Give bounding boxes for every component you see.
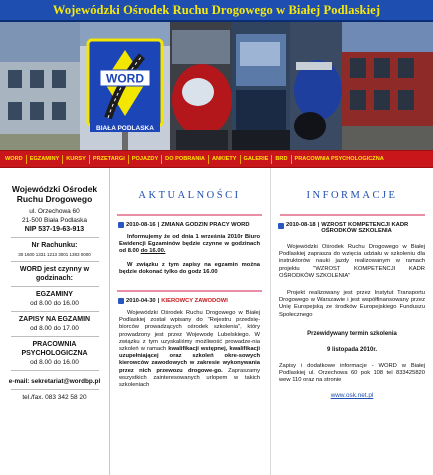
info-title-link[interactable]: WZROST KOMPETENCJI KADR OŚRODKÓW SZKOLENIA — [321, 222, 409, 234]
news-date: 2010-08-16 — [126, 222, 156, 228]
nav-item-do-pobrania[interactable]: DO POBRANIA — [165, 156, 205, 162]
org-line-1: Wojewódzki Ośrodek — [11, 184, 98, 194]
email-link[interactable]: e-mail: sekretariat@wordbp.pl — [8, 378, 101, 385]
bullet-icon — [278, 223, 284, 229]
nav-separator — [271, 155, 272, 164]
nav-item-przetargi[interactable]: PRZETARGI — [92, 156, 125, 162]
nav-item-brd[interactable]: BRD — [275, 156, 288, 162]
planned-term-title: Przewidywany termin szkolenia — [307, 330, 397, 337]
sidebar-divider — [11, 237, 99, 238]
site-header — [0, 0, 433, 22]
news-text-bold: kwalifikacji wstępnej, kwalifikacji uzupełniającej oraz szkoleń okre-sowych kierowców zawodowych w zakresie wykonywania przez nich przewozu drogowe-go. — [119, 346, 260, 374]
info-paragraph-2: Projekt realizowany jest przez Instytut Transportu Drogowego w Warszawie i jest współfinansowany przez Unię Europejską ze środków Europejskiego Funduszu Społecznego — [279, 290, 425, 318]
sidebar-divider — [11, 336, 99, 337]
nav-item-pracownia[interactable]: PRACOWNIA PSYCHOLOGICZNA — [294, 156, 384, 162]
news-item-header — [118, 298, 268, 304]
nav-item-kursy[interactable]: KURSY — [66, 156, 86, 162]
info-paragraph-3: Zapisy i dodatkowe informacje - WORD w Białej Podlaskiej ul. Orzechowa 60 pok 108 tel 833425820 wew 110 oraz na stronie — [279, 362, 425, 384]
sidebar-divider — [11, 389, 99, 390]
account-label: Nr Rachunku: — [31, 242, 78, 249]
info-date: 2010-08-18 — [286, 222, 316, 228]
news-title-link[interactable]: KIEROWCY ZAWODOWI — [161, 298, 228, 305]
nav-item-word[interactable]: WORD — [5, 156, 23, 162]
nav-item-egzaminy[interactable]: EGZAMINY — [29, 156, 60, 162]
nav-separator — [240, 155, 241, 164]
logo-word-text: WORD — [106, 71, 144, 86]
nav-separator — [161, 155, 162, 164]
nav-separator — [208, 155, 209, 164]
news-text-part: Wojewódzki Ośrodek Ruchu Drogowego w Białej Podlaskiej został wpisany do "Rejestru przedsię-biorców prowadzących ośrodek szkolenia", który prowadzony jest przez Wojewodę Lubelskiego. W związku z tym uzyskaliśmy możliwość prowadze-nia szkoleń w ramach — [119, 310, 260, 353]
sidebar-divider — [11, 370, 99, 371]
news-item-text — [119, 234, 260, 256]
banner-photos — [0, 22, 433, 150]
phone-fax: tel./fax. 083 342 58 20 — [22, 394, 87, 401]
news-item-text-2 — [119, 262, 260, 276]
org-line-2: Ruchu Drogowego — [16, 194, 93, 204]
bullet-icon — [118, 298, 124, 304]
nip-number: NIP 537-19-63-913 — [24, 226, 85, 233]
nav-item-ankiety[interactable]: ANKIETY — [211, 156, 237, 162]
logo-city-text: BIAŁA PODLASKA — [96, 125, 154, 132]
nav-item-pojazdy[interactable]: POJAZDY — [131, 156, 159, 162]
main-nav — [0, 150, 433, 168]
sidebar-divider — [11, 286, 99, 287]
news-item-header — [118, 222, 268, 228]
info-divider — [280, 214, 425, 216]
open-hours-title-2: godzinach: — [36, 275, 73, 282]
sidebar-contact — [0, 168, 110, 475]
news-divider — [117, 290, 262, 292]
bullet-icon — [118, 222, 124, 228]
news-heading: AKTUALNOŚCI — [138, 190, 241, 201]
sidebar-divider — [11, 261, 99, 262]
news-title-link[interactable]: ZMIANA GODZIN PRACY WORD — [161, 222, 250, 228]
section-egzaminy-hours: od 8.00 do 16.00 — [30, 300, 79, 307]
nav-item-galerie[interactable]: GALERIE — [243, 156, 269, 162]
news-date: 2010-04-30 — [126, 298, 156, 305]
sidebar-divider — [11, 311, 99, 312]
info-separator: | — [317, 222, 320, 228]
header-banner — [0, 22, 433, 150]
info-heading: INFORMACJE — [306, 190, 398, 201]
info-column — [270, 168, 433, 475]
section-zapisy-hours: od 8.00 do 17.00 — [30, 325, 79, 332]
nav-separator — [128, 155, 129, 164]
address-street: ul. Orzechowa 60 — [29, 208, 80, 215]
sidebar-org-name — [0, 184, 109, 204]
news-item-text — [119, 310, 260, 389]
nav-separator — [291, 155, 292, 164]
news-column — [111, 168, 268, 475]
nav-separator — [89, 155, 90, 164]
section-pracownia-title: PRACOWNIA — [32, 341, 77, 348]
news-text-part: W związku z tym zapisy na egzamin można będzie dokonać tylko do godz 16.00 — [119, 261, 260, 275]
section-pracownia-hours: od 8.00 do 16.00 — [30, 359, 79, 366]
news-text-part: urlopem w takich szkoleniach — [119, 374, 261, 389]
news-separator: | — [157, 222, 160, 228]
section-egzaminy-title: EGZAMINY — [36, 291, 73, 298]
news-text-part: Zapraszamy wszystkich zainteresowanych — [119, 367, 260, 381]
news-text-underlined: do 16.00. — [140, 248, 166, 255]
open-hours-title-1: WORD jest czynny w — [19, 266, 90, 273]
site-title: Wojewódzki Ośrodek Ruchu Drogowego w Białej Podlaskiej — [52, 2, 381, 17]
nav-separator — [62, 155, 63, 164]
news-separator: | — [157, 298, 160, 305]
info-item-header — [278, 222, 433, 234]
section-pracownia-title-2: PSYCHOLOGICZNA — [21, 350, 88, 357]
info-paragraph-1: Wojewódzki Ośrodek Ruchu Drogowego w Białej Podlaskiej zaprasza do wzięcia udziału w szkoleniu dla instruktorów nauki jazdy realizowanym w ramach projektu "WZROST KOMPETENCJI KADR OŚRODKÓW SZKOLENIA" — [279, 244, 425, 279]
address-city: 21-500 Biała Podlaska — [21, 217, 88, 224]
account-number: 30 1600 1331 1213 3001 1383 0000 — [18, 252, 91, 257]
osk-website-link[interactable]: www.osk.net.pl — [330, 392, 374, 400]
news-divider — [117, 214, 262, 216]
planned-term-date: 9 listopada 2010r. — [326, 346, 378, 353]
nav-separator — [26, 155, 27, 164]
section-zapisy-title: ZAPISY NA EGZAMIN — [18, 316, 91, 323]
news-text-part: Informujemy że od dnia 1 września 2010r Biuro Ewidencji Egzaminów będzie czynne w godzinach od 8.00 — [119, 234, 260, 255]
